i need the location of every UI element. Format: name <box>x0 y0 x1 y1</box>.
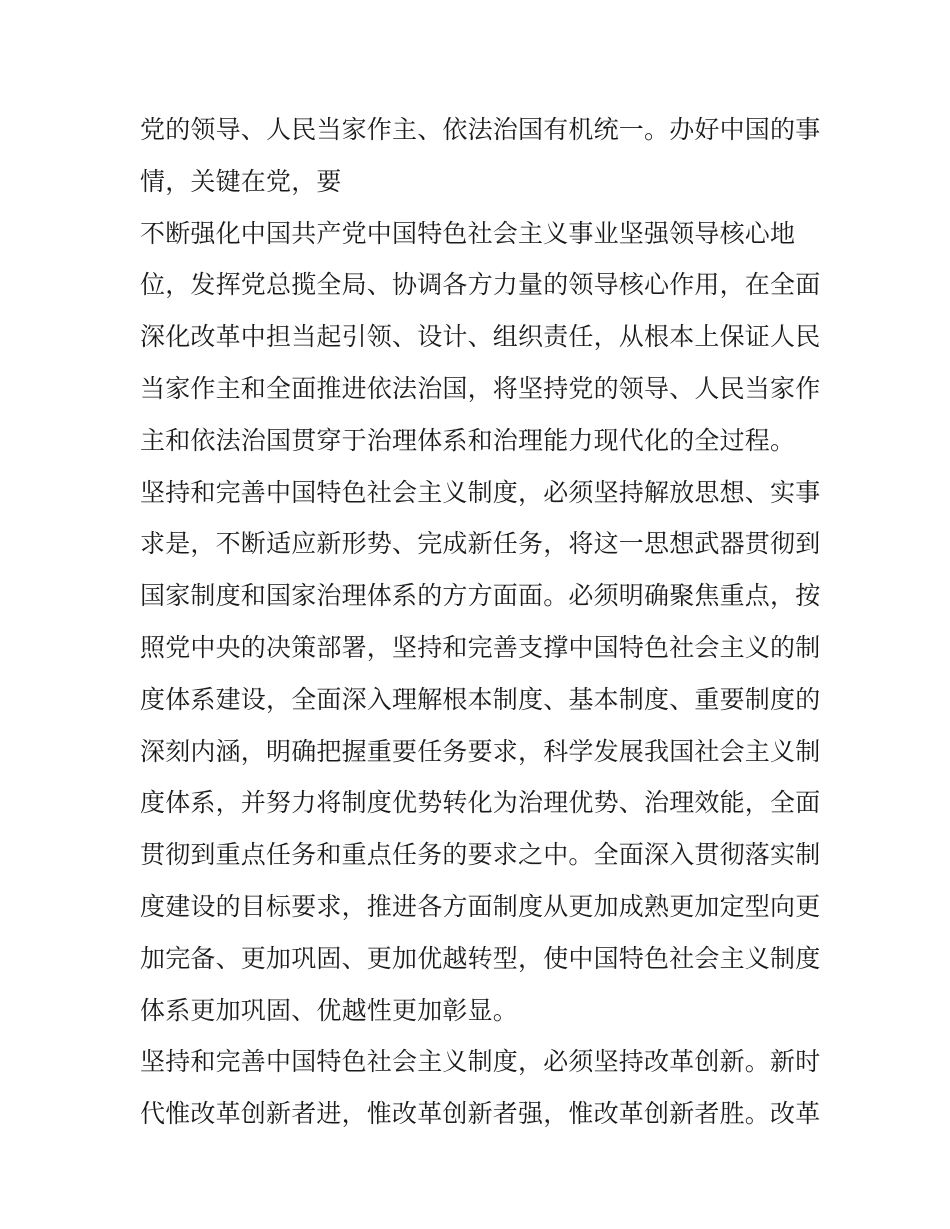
body-text <box>140 104 820 1140</box>
text-line: 照党中央的决策部署，坚持和完善支撑中国特色社会主义的制 <box>140 632 821 662</box>
text-line: 深刻内涵，明确把握重要任务要求，科学发展我国社会主义制 <box>140 736 821 766</box>
text-line: 坚持和完善中国特色社会主义制度，必须坚持改革创新。新时 <box>140 1047 821 1077</box>
text-line: 情，关键在党，要 <box>140 166 342 196</box>
text-line: 不断强化中国共产党中国特色社会主义事业坚强领导核心地 <box>140 218 796 248</box>
text-line: 深化改革中担当起引领、设计、组织责任，从根本上保证人民 <box>140 322 821 352</box>
text-line: 位，发挥党总揽全局、协调各方力量的领导核心作用，在全面 <box>140 270 821 300</box>
text-line: 度体系建设，全面深入理解根本制度、基本制度、重要制度的 <box>140 684 821 714</box>
text-line: 代惟改革创新者进，惟改革创新者强，惟改革创新者胜。改革 <box>140 1099 821 1129</box>
text-line: 坚持和完善中国特色社会主义制度，必须坚持解放思想、实事 <box>140 477 821 507</box>
text-line: 主和依法治国贯穿于治理体系和治理能力现代化的全过程。 <box>140 425 796 455</box>
text-line: 度体系，并努力将制度优势转化为治理优势、治理效能，全面 <box>140 788 821 818</box>
text-line: 度建设的目标要求，推进各方面制度从更加成熟更加定型向更 <box>140 891 821 921</box>
text-line: 求是，不断适应新形势、完成新任务，将这一思想武器贯彻到 <box>140 529 821 559</box>
text-line: 体系更加巩固、优越性更加彰显。 <box>140 995 519 1025</box>
text-line: 加完备、更加巩固、更加优越转型，使中国特色社会主义制度 <box>140 943 821 973</box>
text-line: 党的领导、人民当家作主、依法治国有机统一。办好中国的事 <box>140 115 821 144</box>
text-line: 贯彻到重点任务和重点任务的要求之中。全面深入贯彻落实制 <box>140 840 821 870</box>
text-line: 当家作主和全面推进依法治国，将坚持党的领导、人民当家作 <box>140 373 821 403</box>
text-line: 国家制度和国家治理体系的方方面面。必须明确聚焦重点，按 <box>140 581 821 611</box>
